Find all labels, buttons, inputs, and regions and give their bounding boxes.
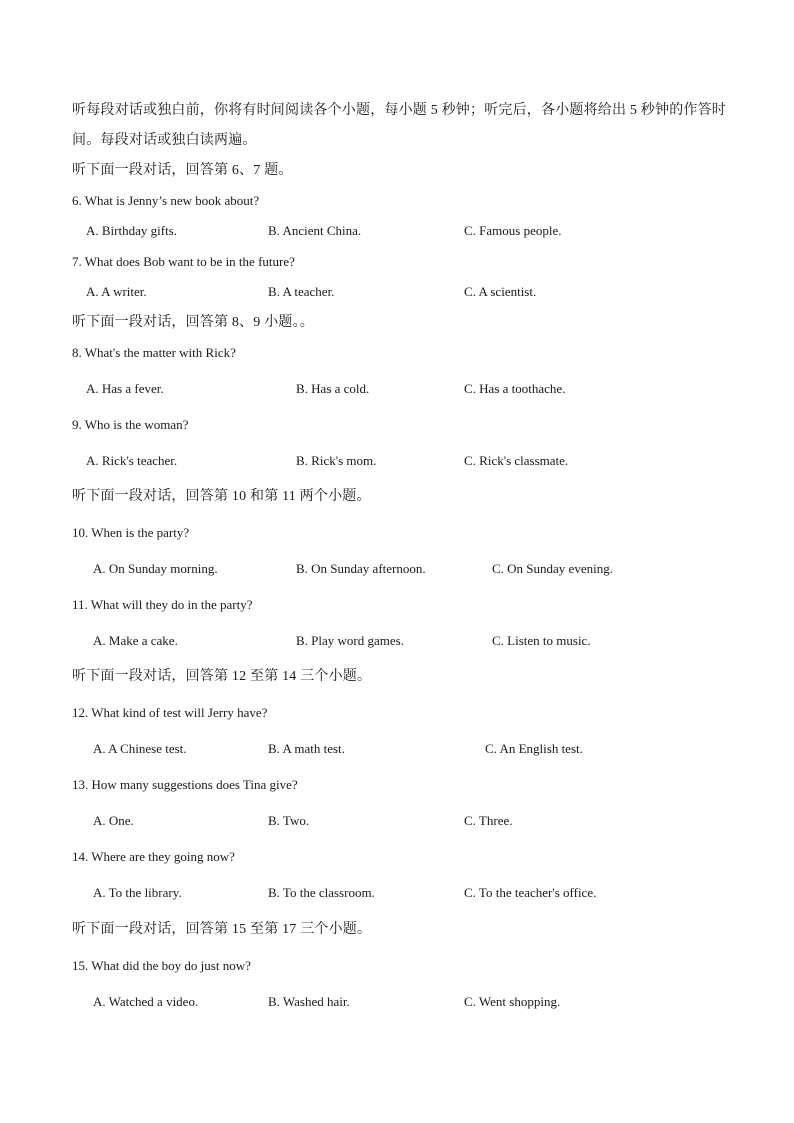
q13-option-a: A. One. bbox=[93, 813, 134, 828]
q11-option-c: C. Listen to music. bbox=[492, 633, 591, 648]
question-9: 9. Who is the woman? bbox=[72, 417, 189, 432]
q7-option-a: A. A writer. bbox=[86, 284, 147, 299]
q12-option-a: A. A Chinese test. bbox=[93, 741, 187, 756]
q14-option-b: B. To the classroom. bbox=[268, 885, 375, 900]
section5-instruction: 听下面一段对话，回答第 15 至第 17 三个小题。 bbox=[72, 922, 372, 937]
intro-line-1: 听每段对话或独白前，你将有时间阅读各个小题，每小题 5 秒钟；听完后，各小题将给出 5 秒钟的作答时 bbox=[72, 103, 726, 118]
q11-option-b: B. Play word games. bbox=[296, 633, 404, 648]
question-11: 11. What will they do in the party? bbox=[72, 597, 253, 612]
q6-option-a: A. Birthday gifts. bbox=[86, 223, 177, 238]
q8-option-a: A. Has a fever. bbox=[86, 381, 164, 396]
q8-option-c: C. Has a toothache. bbox=[464, 381, 566, 396]
q14-option-a: A. To the library. bbox=[93, 885, 182, 900]
question-14: 14. Where are they going now? bbox=[72, 849, 235, 864]
q6-option-b: B. Ancient China. bbox=[268, 223, 362, 238]
q13-option-c: C. Three. bbox=[464, 813, 513, 828]
q15-option-b: B. Washed hair. bbox=[268, 994, 350, 1009]
question-8: 8. What's the matter with Rick? bbox=[72, 345, 236, 360]
q13-option-b: B. Two. bbox=[268, 813, 310, 828]
section3-instruction: 听下面一段对话，回答第 10 和第 11 两个小题。 bbox=[72, 489, 371, 504]
q12-option-c: C. An English test. bbox=[485, 741, 583, 756]
q9-option-a: A. Rick's teacher. bbox=[86, 453, 178, 468]
q10-option-a: A. On Sunday morning. bbox=[93, 561, 218, 576]
question-12: 12. What kind of test will Jerry have? bbox=[72, 705, 268, 720]
q9-option-c: C. Rick's classmate. bbox=[464, 453, 569, 468]
q10-option-c: C. On Sunday evening. bbox=[492, 561, 613, 576]
question-15: 15. What did the boy do just now? bbox=[72, 958, 251, 973]
q6-option-c: C. Famous people. bbox=[464, 223, 562, 238]
section1-instruction: 听下面一段对话，回答第 6、7 题。 bbox=[72, 163, 293, 178]
question-6: 6. What is Jenny’s new book about? bbox=[72, 193, 260, 208]
q15-option-c: C. Went shopping. bbox=[464, 994, 561, 1009]
q12-option-b: B. A math test. bbox=[268, 741, 345, 756]
section4-instruction: 听下面一段对话，回答第 12 至第 14 三个小题。 bbox=[72, 669, 372, 684]
q7-option-c: C. A scientist. bbox=[464, 284, 537, 299]
q15-option-a: A. Watched a video. bbox=[93, 994, 199, 1009]
intro-line-2: 间。每段对话或独白读两遍。 bbox=[72, 133, 257, 148]
q14-option-c: C. To the teacher's office. bbox=[464, 885, 597, 900]
q8-option-b: B. Has a cold. bbox=[296, 381, 370, 396]
question-7: 7. What does Bob want to be in the future? bbox=[72, 254, 295, 269]
question-13: 13. How many suggestions does Tina give? bbox=[72, 777, 298, 792]
q9-option-b: B. Rick's mom. bbox=[296, 453, 377, 468]
section2-instruction: 听下面一段对话，回答第 8、9 小题。。 bbox=[72, 315, 314, 330]
q10-option-b: B. On Sunday afternoon. bbox=[296, 561, 426, 576]
question-10: 10. When is the party? bbox=[72, 525, 190, 540]
q7-option-b: B. A teacher. bbox=[268, 284, 335, 299]
q11-option-a: A. Make a cake. bbox=[93, 633, 178, 648]
